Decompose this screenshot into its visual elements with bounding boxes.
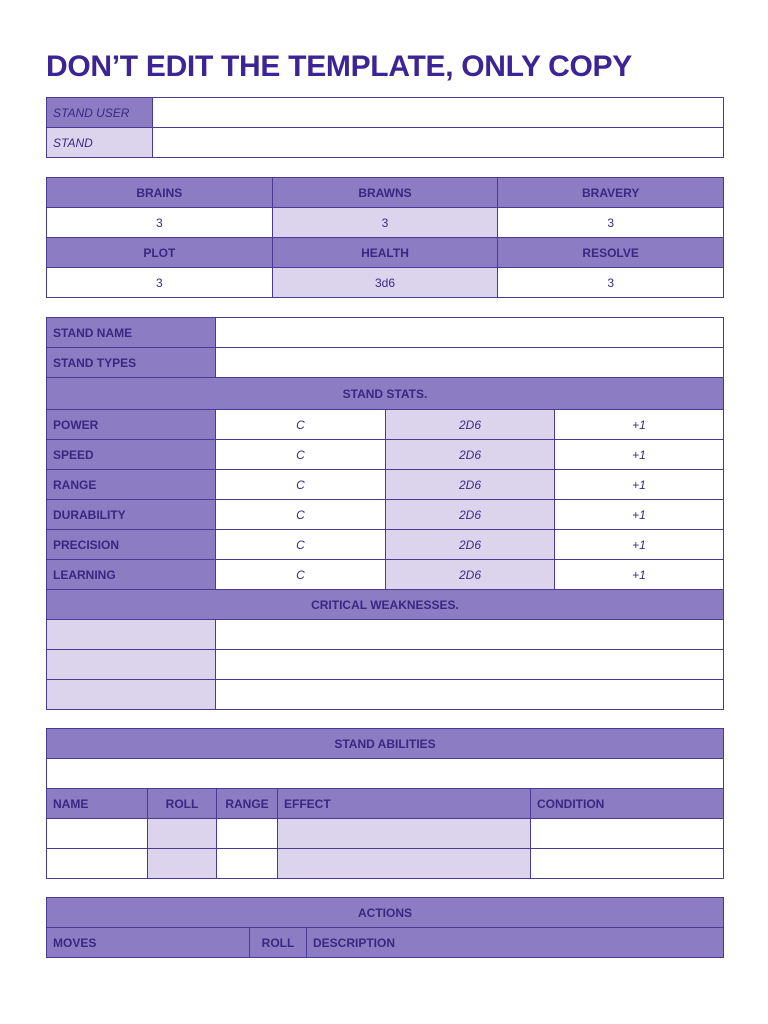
ability-name-field[interactable] [47,819,148,849]
description-column: DESCRIPTION [307,928,724,958]
page-title: DON’T EDIT THE TEMPLATE, ONLY COPY [46,50,632,83]
stat-roll[interactable]: 2D6 [386,560,555,590]
weakness-label-field[interactable] [47,680,216,710]
ability-condition-field[interactable] [531,819,724,849]
ability-roll-field[interactable] [148,819,217,849]
stand-label: STAND [47,128,153,158]
stat-name: RANGE [47,470,216,500]
weakness-row [47,650,724,680]
stat-row [47,470,724,500]
weakness-description-field[interactable] [216,680,724,710]
stat-name: POWER [47,410,216,440]
stat-mod[interactable]: +1 [555,500,724,530]
stat-roll[interactable]: 2D6 [386,440,555,470]
stat-grade[interactable]: C [216,470,386,500]
attributes-table [46,177,724,298]
ability-effect-field[interactable] [278,849,531,879]
weakness-row [47,620,724,650]
health-value[interactable]: 3d6 [272,268,498,298]
stat-row [47,410,724,440]
plot-header: PLOT [47,238,273,268]
bravery-header: BRAVERY [498,178,724,208]
stat-grade[interactable]: C [216,560,386,590]
actions-table [46,897,724,958]
stat-mod[interactable]: +1 [555,440,724,470]
stat-name: SPEED [47,440,216,470]
stat-row [47,530,724,560]
ability-range-field[interactable] [217,819,278,849]
stand-stats-header: STAND STATS. [47,378,724,410]
stat-row [47,560,724,590]
stand-user-label: STAND USER [47,98,153,128]
stand-types-field[interactable] [216,348,724,378]
resolve-value[interactable]: 3 [498,268,724,298]
ability-roll-field[interactable] [148,849,217,879]
stat-name: DURABILITY [47,500,216,530]
stat-roll[interactable]: 2D6 [386,500,555,530]
stand-field[interactable] [153,128,724,158]
stand-name-field[interactable] [216,318,724,348]
stand-name-label: STAND NAME [47,318,216,348]
stat-grade[interactable]: C [216,530,386,560]
ability-row [47,819,724,849]
ability-roll-column: ROLL [148,789,217,819]
stand-abilities-table [46,728,724,879]
ability-range-column: RANGE [217,789,278,819]
brawns-value[interactable]: 3 [272,208,498,238]
plot-value[interactable]: 3 [47,268,273,298]
stand-abilities-header: STAND ABILITIES [47,729,724,759]
stat-grade[interactable]: C [216,500,386,530]
bravery-value[interactable]: 3 [498,208,724,238]
stat-mod[interactable]: +1 [555,560,724,590]
weakness-row [47,680,724,710]
ability-effect-field[interactable] [278,819,531,849]
stand-abilities-field[interactable] [47,759,724,789]
critical-weaknesses-header: CRITICAL WEAKNESSES. [47,590,724,620]
stand-table [46,317,724,710]
moves-column: MOVES [47,928,250,958]
ability-effect-column: EFFECT [278,789,531,819]
stat-roll[interactable]: 2D6 [386,530,555,560]
stat-mod[interactable]: +1 [555,470,724,500]
actions-header: ACTIONS [47,898,724,928]
stand-user-table [46,97,724,158]
ability-name-field[interactable] [47,849,148,879]
stat-grade[interactable]: C [216,440,386,470]
ability-row [47,849,724,879]
stat-grade[interactable]: C [216,410,386,440]
stat-row [47,440,724,470]
brains-value[interactable]: 3 [47,208,273,238]
weakness-label-field[interactable] [47,620,216,650]
stand-user-field[interactable] [153,98,724,128]
health-header: HEALTH [272,238,498,268]
resolve-header: RESOLVE [498,238,724,268]
ability-name-column: NAME [47,789,148,819]
stat-roll[interactable]: 2D6 [386,410,555,440]
stat-name: PRECISION [47,530,216,560]
ability-condition-column: CONDITION [531,789,724,819]
stat-roll[interactable]: 2D6 [386,470,555,500]
weakness-description-field[interactable] [216,620,724,650]
ability-condition-field[interactable] [531,849,724,879]
stat-mod[interactable]: +1 [555,530,724,560]
ability-range-field[interactable] [217,849,278,879]
stat-row [47,500,724,530]
brawns-header: BRAWNS [272,178,498,208]
stand-types-label: STAND TYPES [47,348,216,378]
stat-name: LEARNING [47,560,216,590]
weakness-label-field[interactable] [47,650,216,680]
action-roll-column: ROLL [250,928,307,958]
weakness-description-field[interactable] [216,650,724,680]
brains-header: BRAINS [47,178,273,208]
stat-mod[interactable]: +1 [555,410,724,440]
